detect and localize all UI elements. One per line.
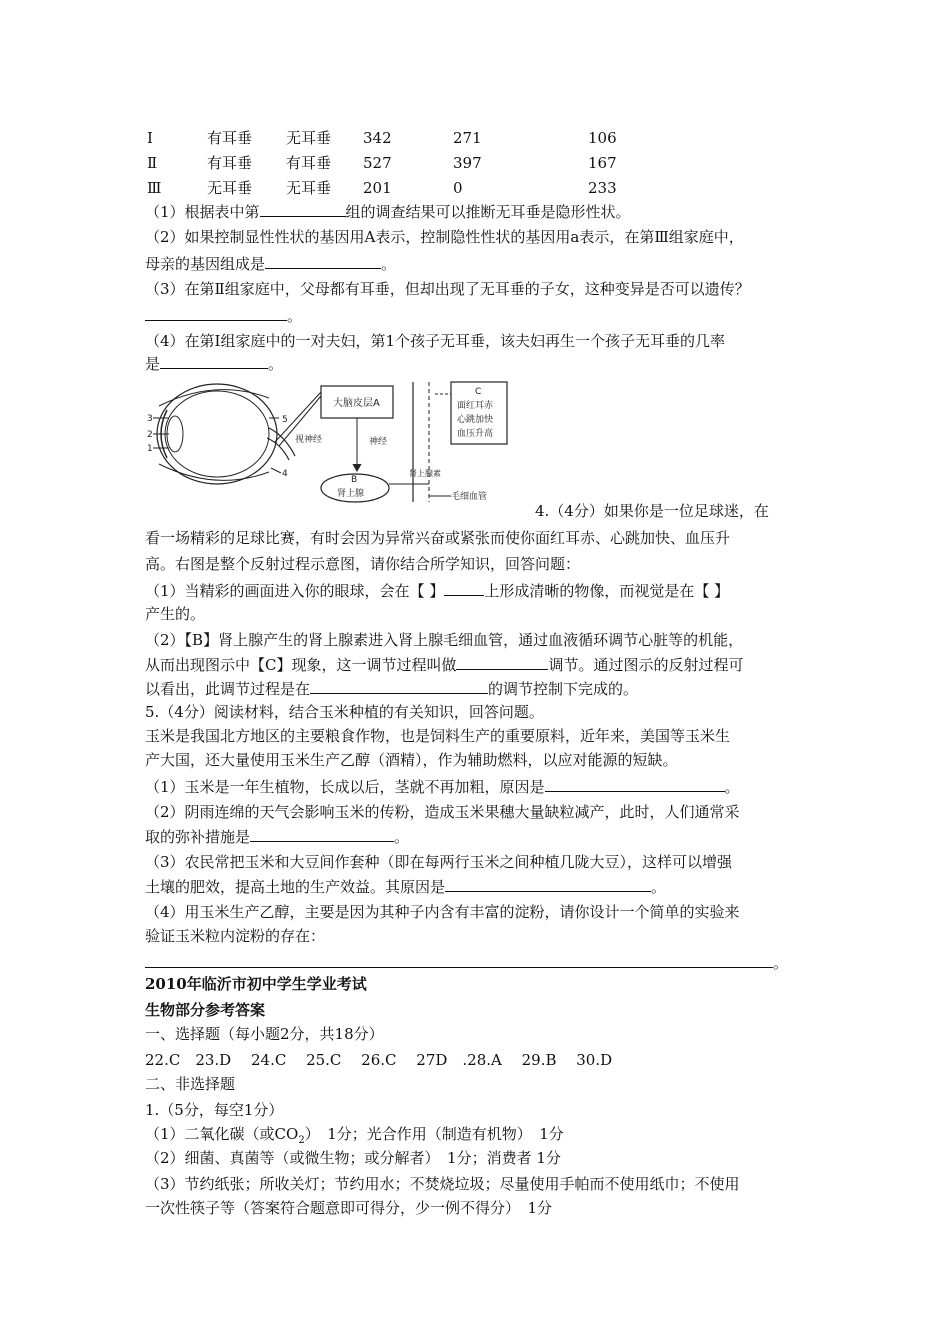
question-line (145, 825, 409, 848)
question-line: （2）【B】肾上腺产生的肾上腺素进入肾上腺毛细血管，通过血液循环调节心脏等的机能， (145, 631, 744, 649)
answer-blank[interactable] (250, 825, 394, 842)
section-heading: 二、非选择题 (145, 1075, 236, 1093)
answers-subtitle: 生物部分参考答案 (145, 1001, 266, 1019)
question-line (145, 200, 631, 223)
question-text: 。 (773, 954, 789, 972)
label-1: 1 (147, 444, 153, 454)
without-earlobe-cell: 167 (588, 154, 617, 172)
label-4: 4 (282, 469, 288, 479)
group-cell: Ⅲ (147, 179, 162, 197)
with-earlobe-cell: 0 (453, 179, 463, 197)
question-text: 调节。通过图示的反射过程可 (548, 656, 744, 674)
mother-cell: 无耳垂 (286, 129, 332, 147)
answer-subscript: 2 (298, 1135, 305, 1146)
mother-cell: 无耳垂 (286, 179, 332, 197)
table-row (145, 126, 645, 151)
question-line (145, 579, 729, 602)
question-text: （2）如果控制显性性状的基因用A表示，控制隐性性状的基因用a表示，在第Ⅲ组家庭中， (145, 228, 744, 246)
question-text: 上形成清晰的物像，而视觉是在【 】 (484, 582, 730, 600)
question-text: （1）根据表中第 (145, 203, 260, 221)
answer-line: 1.（5分，每空1分） (145, 1101, 284, 1119)
question-line: （3）农民常把玉米和大豆间作套种（即在每两行玉米之间种植几陇大豆），这样可以增强 (145, 853, 733, 871)
question-title: 5.（4分）阅读材料，结合玉米种植的有关知识，回答问题。 (145, 703, 544, 721)
question-line (145, 304, 302, 327)
question-text: 。 (651, 878, 667, 896)
question-line: 产生的。 (145, 605, 206, 623)
answer-blank[interactable] (445, 875, 651, 892)
question-line: 看一场精彩的足球比赛，有时会因为异常兴奋或紧张而使你面红耳赤、心跳加快、血压升 (145, 529, 731, 547)
question-text: 。 (287, 307, 303, 325)
answer-blank[interactable] (310, 677, 488, 694)
without-earlobe-cell: 106 (588, 129, 617, 147)
capillary-label: 毛细血管 (451, 492, 488, 502)
effect-3: 血压升高 (457, 429, 494, 439)
effect-2: 心跳加快 (457, 415, 494, 425)
answer-text: ） 1分；光合作用（制造有机物） 1分 (304, 1125, 564, 1143)
answer-blank[interactable] (456, 653, 548, 670)
question-text: （3）在第Ⅱ组家庭中，父母都有耳垂，但却出现了无耳垂的子女，这种变异是否可以遗传？ (145, 280, 750, 298)
question-title: 4.（4分）如果你是一位足球迷，在 (535, 502, 769, 520)
question-line (145, 677, 638, 700)
material-line: 玉米是我国北方地区的主要粮食作物，也是饲料生产的重要原料，近年来，美国等玉米生 (145, 727, 731, 745)
answer-line: （2）细菌、真菌等（或微生物；或分解者） 1分；消费者 1分 (145, 1149, 561, 1167)
reflex-diagram (145, 372, 530, 512)
optic-nerve-label: 视神经 (295, 435, 323, 445)
answer-blank[interactable] (160, 352, 268, 369)
question-line (145, 653, 744, 676)
question-text: 的调节控制下完成的。 (488, 680, 639, 698)
answer-blank[interactable] (260, 200, 346, 217)
question-line (145, 875, 666, 898)
answer-blank[interactable] (265, 252, 381, 269)
answer-blank[interactable] (145, 304, 287, 321)
cortex-label: 大脑皮层A (333, 398, 380, 409)
label-5: 5 (282, 415, 288, 425)
question-text: 从而出现图示中【C】现象，这一调节过程叫做 (145, 656, 457, 674)
answer-line: （3）节约纸张；所收关灯；节约用水；不焚烧垃圾；尽量使用手帕而不使用纸巾；不使用 (145, 1175, 740, 1193)
question-text: 组的调查结果可以推断无耳垂是隐形性状。 (345, 203, 631, 221)
section-heading: 一、选择题（每小题2分，共18分） (145, 1025, 384, 1043)
father-cell: 无耳垂 (207, 179, 253, 197)
answer-blank[interactable] (545, 775, 725, 792)
question-line (145, 278, 750, 300)
answer-blank[interactable] (444, 579, 484, 596)
question-line: 高。右图是整个反射过程示意图，请你结合所学知识，回答问题： (145, 555, 581, 573)
answers-title: 2010年临沂市初中学生学业考试 (145, 975, 367, 993)
mother-cell: 有耳垂 (286, 154, 332, 172)
question-text: 。 (724, 778, 740, 796)
label-3: 3 (147, 414, 153, 424)
with-earlobe-cell: 397 (453, 154, 482, 172)
nerve-label: 神经 (369, 437, 388, 447)
choice-answers: 22.C 23.D 24.C 25.C 26.C 27D .28.A 29.B 30.D (145, 1051, 613, 1069)
question-text: 以看出，此调节过程是在 (145, 680, 311, 698)
question-line (145, 330, 725, 352)
question-text: 母亲的基因组成是 (145, 255, 266, 273)
question-line: 验证玉米粒内淀粉的存在： (145, 927, 326, 945)
question-text: （4）在第Ⅰ组家庭中的一对夫妇，第1个孩子无耳垂，该夫妇再生一个孩子无耳垂的几率 (145, 332, 726, 350)
effect-1: 面红耳赤 (457, 401, 494, 411)
question-text: 。 (381, 255, 397, 273)
question-text: 取的弥补措施是 (145, 828, 251, 846)
question-text: 土壤的肥效，提高土地的生产效益。其原因是 (145, 878, 446, 896)
table-row (145, 176, 645, 201)
label-2: 2 (147, 430, 153, 440)
material-line: 产大国，还大量使用玉米生产乙醇（酒精），作为辅助燃料，以应对能源的短缺。 (145, 751, 678, 769)
question-line (145, 226, 744, 248)
table-row (145, 151, 645, 176)
question-text: （1）当精彩的画面进入你的眼球，会在【 】 (145, 582, 445, 600)
group-cell: Ⅰ (147, 129, 153, 147)
question-line: （2）阴雨连绵的天气会影响玉米的传粉，造成玉米果穗大量缺粒减产，此时，人们通常采 (145, 803, 740, 821)
without-earlobe-cell: 233 (588, 179, 617, 197)
families-cell: 342 (363, 129, 392, 147)
father-cell: 有耳垂 (207, 154, 253, 172)
answer-text: （1）二氧化碳（或CO (145, 1125, 299, 1143)
with-earlobe-cell: 271 (453, 129, 482, 147)
group-cell: Ⅱ (147, 154, 158, 172)
families-cell: 201 (363, 179, 392, 197)
question-text: 是 (145, 355, 161, 373)
eyeball-figure (157, 384, 321, 484)
c-label: C (475, 387, 482, 397)
question-line (145, 951, 788, 974)
question-line (145, 252, 396, 275)
answer-blank[interactable] (145, 951, 773, 968)
question-text: 。 (394, 828, 410, 846)
question-text: 。 (268, 355, 284, 373)
hormone-label: 肾上腺素 (409, 469, 441, 478)
father-cell: 有耳垂 (207, 129, 253, 147)
adrenal-label: 肾上腺 (337, 489, 365, 499)
earlobe-table (145, 126, 645, 201)
question-line: （4）用玉米生产乙醇，主要是因为其种子内含有丰富的淀粉，请你设计一个简单的实验来 (145, 903, 740, 921)
question-text: （1）玉米是一年生植物，长成以后，茎就不再加粗，原因是 (145, 778, 545, 796)
answer-line: 一次性筷子等（答案符合题意即可得分，少一例不得分） 1分 (145, 1199, 553, 1217)
question-line (145, 775, 740, 798)
families-cell: 527 (363, 154, 392, 172)
b-label: B (351, 475, 358, 485)
